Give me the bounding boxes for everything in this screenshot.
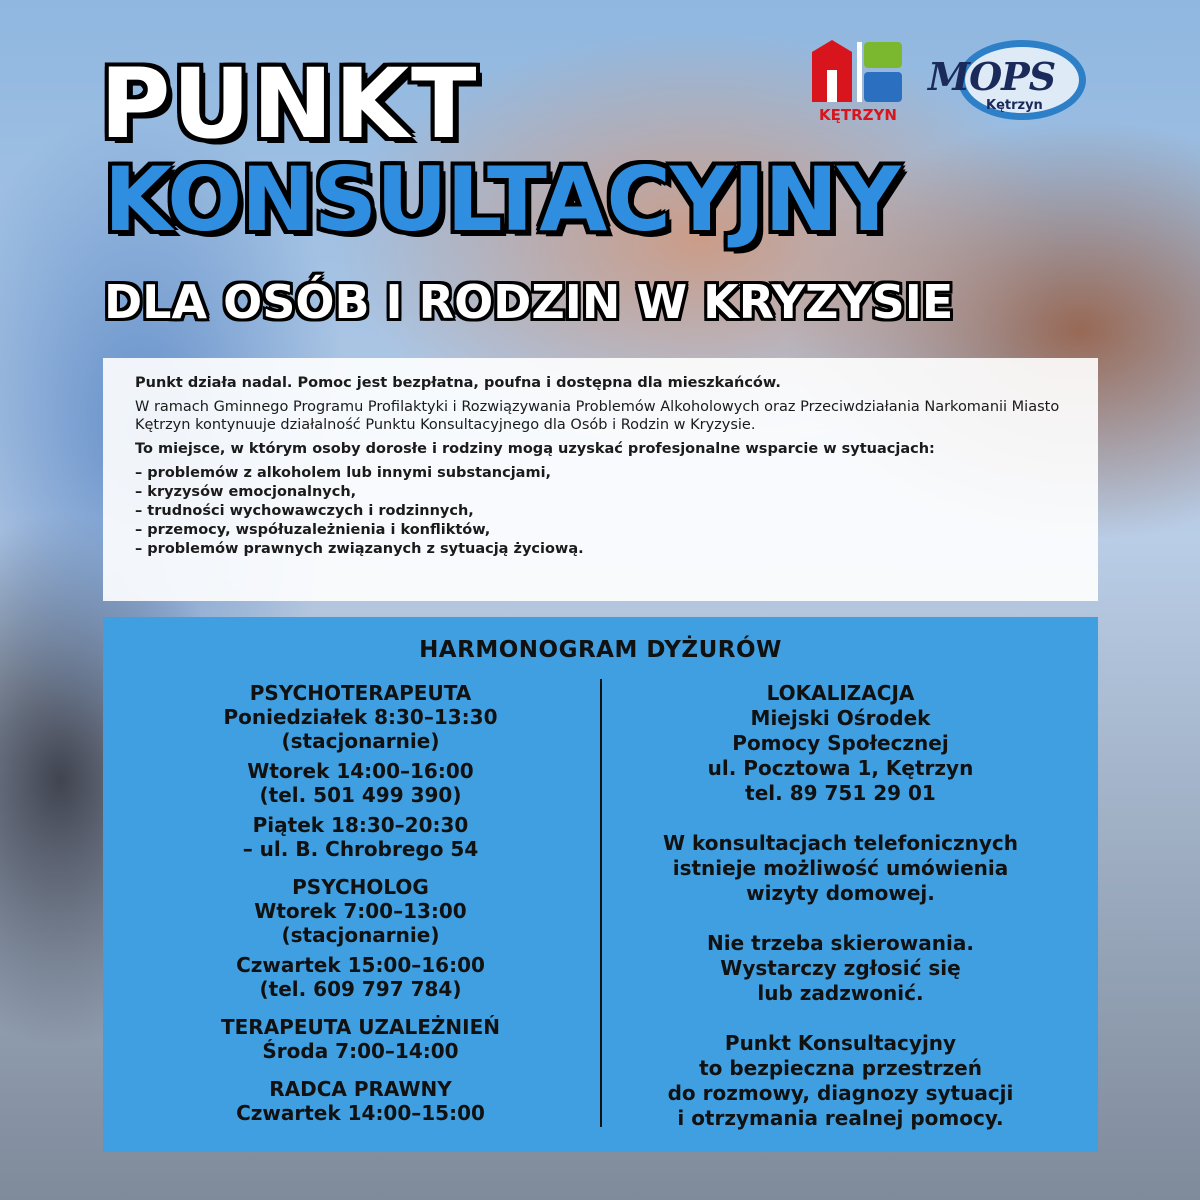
slot-text: Wtorek 14:00–16:00 <box>247 759 474 783</box>
slot-text: Czwartek 15:00–16:00 <box>236 953 485 977</box>
title-line-1: PUNKT <box>100 48 479 160</box>
closing-line: do rozmowy, diagnozy sytuacji <box>667 1081 1014 1105</box>
phone-note-line: W konsultacjach telefonicznych <box>662 831 1019 855</box>
ketrzyn-logo <box>810 40 906 126</box>
list-item: – trudności wychowawczych i rodzinnych, <box>135 503 474 519</box>
closing-line: i otrzymania realnej pomocy. <box>677 1106 1004 1130</box>
list-item: – problemów z alkoholem lub innymi substancjami, <box>135 465 552 481</box>
title-subtitle: DLA OSÓB I RODZIN W KRYZYSIE <box>104 275 954 329</box>
slot-text: Piątek 18:30–20:30 <box>252 813 469 837</box>
location-heading: LOKALIZACJA <box>766 681 915 705</box>
title-line-2: KONSULTACYJNY <box>104 148 900 251</box>
list-item: – problemów prawnych związanych z sytuacją życiową. <box>135 541 584 557</box>
slot-text: Środa 7:00–14:00 <box>262 1039 459 1063</box>
schedule-right-column <box>618 681 1063 1131</box>
mops-logo <box>922 36 1094 128</box>
schedule-heading: HARMONOGRAM DYŻURÓW <box>419 637 782 663</box>
referral-note-line: Wystarczy zgłosić się <box>720 956 961 980</box>
slot-text: Czwartek 14:00–15:00 <box>236 1101 485 1125</box>
slot-text: (tel. 609 797 784) <box>259 977 462 1001</box>
slot-text: Poniedziałek 8:30–13:30 <box>223 705 498 729</box>
situations-list <box>135 464 1066 559</box>
role-psychoterapeuta: PSYCHOTERAPEUTA <box>249 681 472 705</box>
schedule-panel <box>103 617 1098 1152</box>
closing-line: Punkt Konsultacyjny <box>724 1031 957 1055</box>
role-radca-prawny: RADCA PRAWNY <box>269 1077 452 1101</box>
slot-text: – ul. B. Chrobrego 54 <box>242 837 479 861</box>
list-item: – kryzysów emocjonalnych, <box>135 484 357 500</box>
ketrzyn-logo-mark <box>810 40 906 106</box>
location-phone: tel. 89 751 29 01 <box>745 781 936 805</box>
column-divider <box>600 679 602 1127</box>
referral-note-line: lub zadzwonić. <box>757 981 924 1005</box>
role-psycholog: PSYCHOLOG <box>292 875 429 899</box>
phone-note-line: istnieje możliwość umówienia <box>672 856 1009 880</box>
ketrzyn-logo-label: KĘTRZYN <box>819 106 897 124</box>
closing-line: to bezpieczna przestrzeń <box>699 1056 982 1080</box>
mops-logo-name: MOPS <box>928 54 1056 99</box>
schedule-left-column <box>143 681 578 1125</box>
role-terapeuta-uzaleznien: TERAPEUTA UZALEŻNIEŃ <box>221 1015 500 1039</box>
list-item: – przemocy, współuzależnienia i konfliktów, <box>135 522 491 538</box>
location-line: Pomocy Społecznej <box>732 731 949 755</box>
referral-note-line: Nie trzeba skierowania. <box>707 931 974 955</box>
info-body: W ramach Gminnego Programu Profilaktyki i Rozwiązywania Problemów Alkoholowych oraz Przeciwdziałania Narkomanii Miasto Kętrzyn kontynuuje działalność Punktu Konsultacyjnego dla Osób i Rodzin w Kryzysie. <box>135 399 1060 433</box>
slot-text: (tel. 501 499 390) <box>259 783 462 807</box>
info-intro: To miejsce, w którym osoby dorosłe i rodziny mogą uzyskać profesjonalne wsparcie w sytuacjach: <box>135 441 935 457</box>
info-lead: Punkt działa nadal. Pomoc jest bezpłatna, poufna i dostępna dla mieszkańców. <box>135 375 781 391</box>
slot-text: (stacjonarnie) <box>281 923 440 947</box>
phone-note-line: wizyty domowej. <box>746 881 935 905</box>
mops-logo-city: Kętrzyn <box>986 98 1043 113</box>
slot-text: Wtorek 7:00–13:00 <box>254 899 467 923</box>
location-line: Miejski Ośrodek <box>750 706 931 730</box>
location-line: ul. Pocztowa 1, Kętrzyn <box>707 756 974 780</box>
slot-text: (stacjonarnie) <box>281 729 440 753</box>
info-box <box>103 358 1098 601</box>
